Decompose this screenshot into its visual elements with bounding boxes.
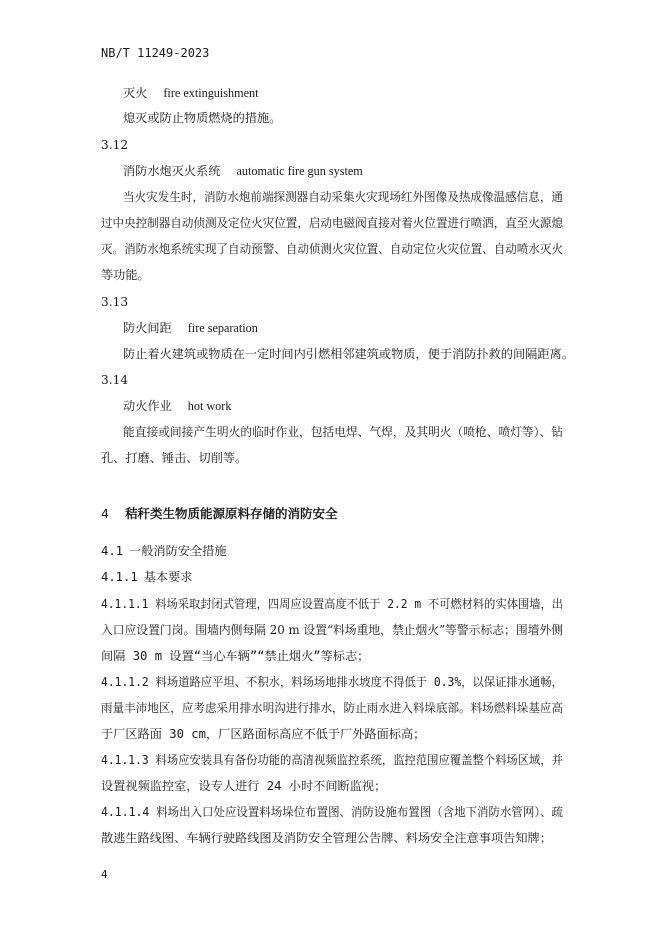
- body-text-line: [0, 752, 662, 768]
- term-chinese: 动火作业: [123, 399, 172, 413]
- text-content: 能直接或间接产生明火的临时作业，包括电焊、气焊，及其明火（喷枪、喷灯等）、钻: [123, 425, 563, 439]
- text-content: 设置视频监控室，设专人进行 24 小时不间断监视；: [101, 779, 387, 793]
- body-text-line: [0, 294, 662, 310]
- body-text-line: [0, 110, 662, 126]
- text-content: 间隔 30 m 设置“当心车辆”“禁止烟火”等标志；: [101, 649, 370, 663]
- section-number: 4: [101, 506, 109, 521]
- body-text-line: [0, 424, 662, 440]
- body-text-line: [0, 450, 662, 466]
- text-content: 3.13: [101, 295, 129, 309]
- text-content: 4.1.1.4 料场出入口处应设置料场垛位布置图、消防设施布置图（含地下消防水管网）、疏: [101, 805, 563, 819]
- text-content: 4.1.1.1 料场采取封闭式管理，四周应设置高度不低于 2.2 m 不可燃材料的实体围墙，出: [101, 597, 563, 611]
- body-text-line: [0, 346, 662, 362]
- body-text-line: [0, 241, 662, 257]
- term-english: fire extinguishment: [163, 86, 259, 100]
- body-text-line: [0, 804, 662, 820]
- term-chinese: 防火间距: [123, 321, 172, 335]
- body-text-line: [0, 189, 662, 205]
- term-entry: [0, 163, 662, 179]
- document-code-header: NB/T 11249-2023: [101, 46, 210, 60]
- section-heading: [0, 569, 662, 585]
- section-number: 4.1.1: [101, 570, 138, 584]
- text-content: 入口应设置门岗。围墙内侧每隔 20 m 设置“料场重地，禁止烟火”等警示标志；围墙外侧: [101, 623, 563, 637]
- text-content: 过中央控制器自动侦测及定位火灾位置，启动电磁阀直接对着火位置进行喷洒，直至火源熄: [101, 216, 563, 230]
- text-content: 等功能。: [101, 268, 150, 282]
- term-english: fire separation: [187, 321, 258, 335]
- section-title: 基本要求: [143, 570, 193, 584]
- text-content: 雨量丰沛地区，应考虑采用排水明沟进行排水，防止雨水进入料垛底部。料场燃料垛基应高: [101, 701, 563, 715]
- section-title: 秸秆类生物质能源原料存储的消防安全: [124, 506, 338, 521]
- text-content: 防止着火建筑或物质在一定时间内引燃相邻建筑或物质，便于消防扑救的间隔距离。: [123, 347, 574, 361]
- text-content: 4.1.1.3 料场应安装具有备份功能的高清视频监控系统，监控范围应覆盖整个料场区域，并: [101, 753, 563, 767]
- section-number: 4.1: [101, 544, 124, 558]
- term-entry: [0, 320, 662, 336]
- body-text-line: [0, 267, 662, 283]
- text-content: 灭。消防水炮系统实现了自动预警、自动侦测火灾位置、自动定位火灾位置、自动喷水灭火: [101, 242, 563, 256]
- term-english: automatic fire gun system: [236, 164, 363, 178]
- body-text-line: [0, 830, 662, 846]
- term-english: hot work: [187, 399, 232, 413]
- section-heading: [0, 506, 662, 522]
- text-content: 孔、打磨、锤击、切削等。: [101, 451, 248, 465]
- term-chinese: 消防水炮灭火系统: [123, 164, 221, 178]
- body-text-line: [0, 622, 662, 638]
- body-text-line: [0, 648, 662, 664]
- text-content: 3.14: [101, 373, 129, 387]
- text-content: 熄灭或防止物质燃烧的措施。: [123, 111, 282, 125]
- section-title: 一般消防安全措施: [129, 544, 227, 558]
- text-content: 当火灾发生时，消防水炮前端探测器自动采集火灾现场红外图像及热成像温感信息，通: [123, 190, 563, 204]
- text-content: 于厂区路面 30 cm，厂区路面标高应不低于厂外路面标高；: [101, 727, 426, 741]
- body-text-line: [0, 372, 662, 388]
- term-entry: [0, 398, 662, 414]
- text-content: 3.12: [101, 138, 129, 152]
- body-text-line: [0, 726, 662, 742]
- page-number-footer: 4: [101, 868, 108, 881]
- body-text-line: [0, 674, 662, 690]
- body-text-line: [0, 215, 662, 231]
- body-text-line: [0, 778, 662, 794]
- section-heading: [0, 543, 662, 559]
- text-content: 4.1.1.2 料场道路应平坦、不积水，料场场地排水坡度不得低于 0.3%，以保证排水通畅，: [101, 675, 563, 689]
- term-chinese: 灭火: [123, 86, 148, 100]
- body-text-line: [0, 700, 662, 716]
- text-content: 散逃生路线图、车辆行驶路线图及消防安全管理公告牌、料场安全注意事项告知牌；: [101, 831, 552, 845]
- body-text-line: [0, 137, 662, 153]
- body-text-line: [0, 596, 662, 612]
- term-entry: [0, 85, 662, 101]
